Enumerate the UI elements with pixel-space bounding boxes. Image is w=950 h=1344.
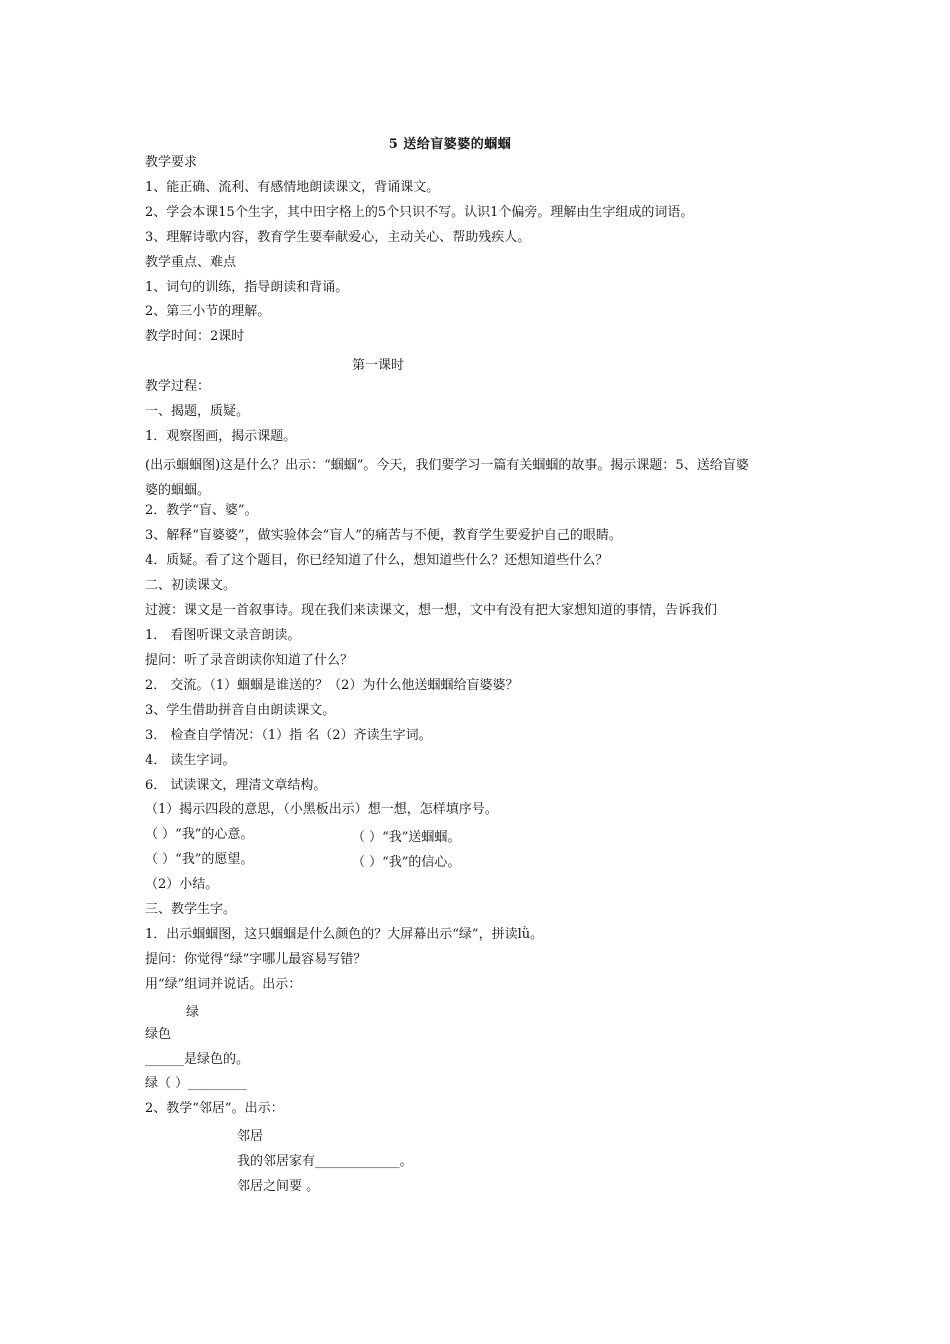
- example-line: 邻居之间要 。: [237, 1179, 320, 1194]
- text-line: 1．出示蝈蝈图，这只蝈蝈是什么颜色的？大屏幕出示“绿”，拼读lǜ。: [145, 927, 544, 942]
- text-line: 2、第三小节的理解。: [145, 304, 271, 319]
- text-line: 三、教学生字。: [145, 902, 237, 917]
- text-line: 3、学生借助拼音自由朗读课文。: [145, 703, 336, 718]
- text-line: 教学时间：2课时: [145, 329, 245, 344]
- text-line: 3、解释“盲婆婆”，做实验体会“盲人”的痛苦与不便，教育学生要爱护自己的眼睛。: [145, 528, 622, 543]
- fill-blank-item: （ ）“我”的心意。: [145, 827, 254, 842]
- example-line: 绿色: [145, 1027, 172, 1042]
- fill-blank-item: （ ）“我”的愿望。: [145, 852, 254, 867]
- text-line: 2． 交流。（1）蝈蝈是谁送的？（2）为什么他送蝈蝈给盲婆婆？: [145, 678, 519, 693]
- example-line: ______是绿色的。: [145, 1052, 250, 1067]
- lesson-heading: 第一课时: [352, 358, 405, 373]
- text-line: 4．质疑。看了这个题目，你已经知道了什么，想知道些什么？还想知道些什么？: [145, 553, 609, 568]
- text-line: 3、理解诗歌内容，教育学生要奉献爱心，主动关心、帮助残疾人。: [145, 230, 531, 245]
- text-line: 过渡：课文是一首叙事诗。现在我们来读课文，想一想，文中有没有把大家想知道的事情，告诉我们: [145, 603, 718, 618]
- text-line: 1、词句的训练，指导朗读和背诵。: [145, 280, 349, 295]
- example-word: 邻居: [237, 1129, 264, 1144]
- section-heading: 教学过程：: [145, 379, 211, 394]
- text-line: 二、初读课文。: [145, 578, 237, 593]
- section-heading: 教学重点、难点: [145, 255, 237, 270]
- text-line: 1． 看图听课文录音朗读。: [145, 628, 301, 643]
- fill-blank-item: （ ）“我”送蝈蝈。: [352, 830, 461, 845]
- text-line: 提问：听了录音朗读你知道了什么？: [145, 653, 354, 668]
- text-line: 1．观察图画，揭示课题。: [145, 429, 297, 444]
- text-line: 一、揭题，质疑。: [145, 404, 250, 419]
- text-line: 4． 读生字词。: [145, 753, 236, 768]
- example-line: 绿（ ）_________: [145, 1076, 247, 1091]
- section-heading: 教学要求: [145, 155, 198, 170]
- text-line: 2．教学“盲、婆”。: [145, 503, 258, 518]
- fill-blank-item: （ ）“我”的信心。: [352, 855, 461, 870]
- text-line: 3． 检查自学情况：（1）指 名（2）齐读生字词。: [145, 728, 432, 743]
- example-word: 绿: [186, 1005, 200, 1020]
- text-line: 提问：你觉得“绿”字哪儿最容易写错？: [145, 952, 367, 967]
- text-line: 1、能正确、流利、有感情地朗读课文，背诵课文。: [145, 180, 440, 195]
- text-line: （2）小结。: [145, 877, 219, 892]
- example-line: 我的邻居家有_____________。: [237, 1154, 413, 1169]
- text-line: 6． 试读课文，理清文章结构。: [145, 778, 327, 793]
- text-paragraph: (出示蝈蝈图)这是什么？出示：“蝈蝈”。今天，我们要学习一篇有关蝈蝈的故事。揭示课题：5、送给盲婆婆的蝈蝈。: [145, 458, 749, 498]
- text-line: 用“绿”组词并说话。出示：: [145, 977, 302, 992]
- text-line: （1）揭示四段的意思，（小黑板出示）想一想，怎样填序号。: [145, 802, 498, 817]
- text-line: 2、学会本课15个生字，其中田字格上的5个只识不写。认识1个偏旁。理解由生字组成的词语。: [145, 205, 694, 220]
- document-title: 5 送给盲婆婆的蝈蝈: [388, 137, 512, 152]
- text-line: 2、教学“邻居”。出示：: [145, 1101, 284, 1116]
